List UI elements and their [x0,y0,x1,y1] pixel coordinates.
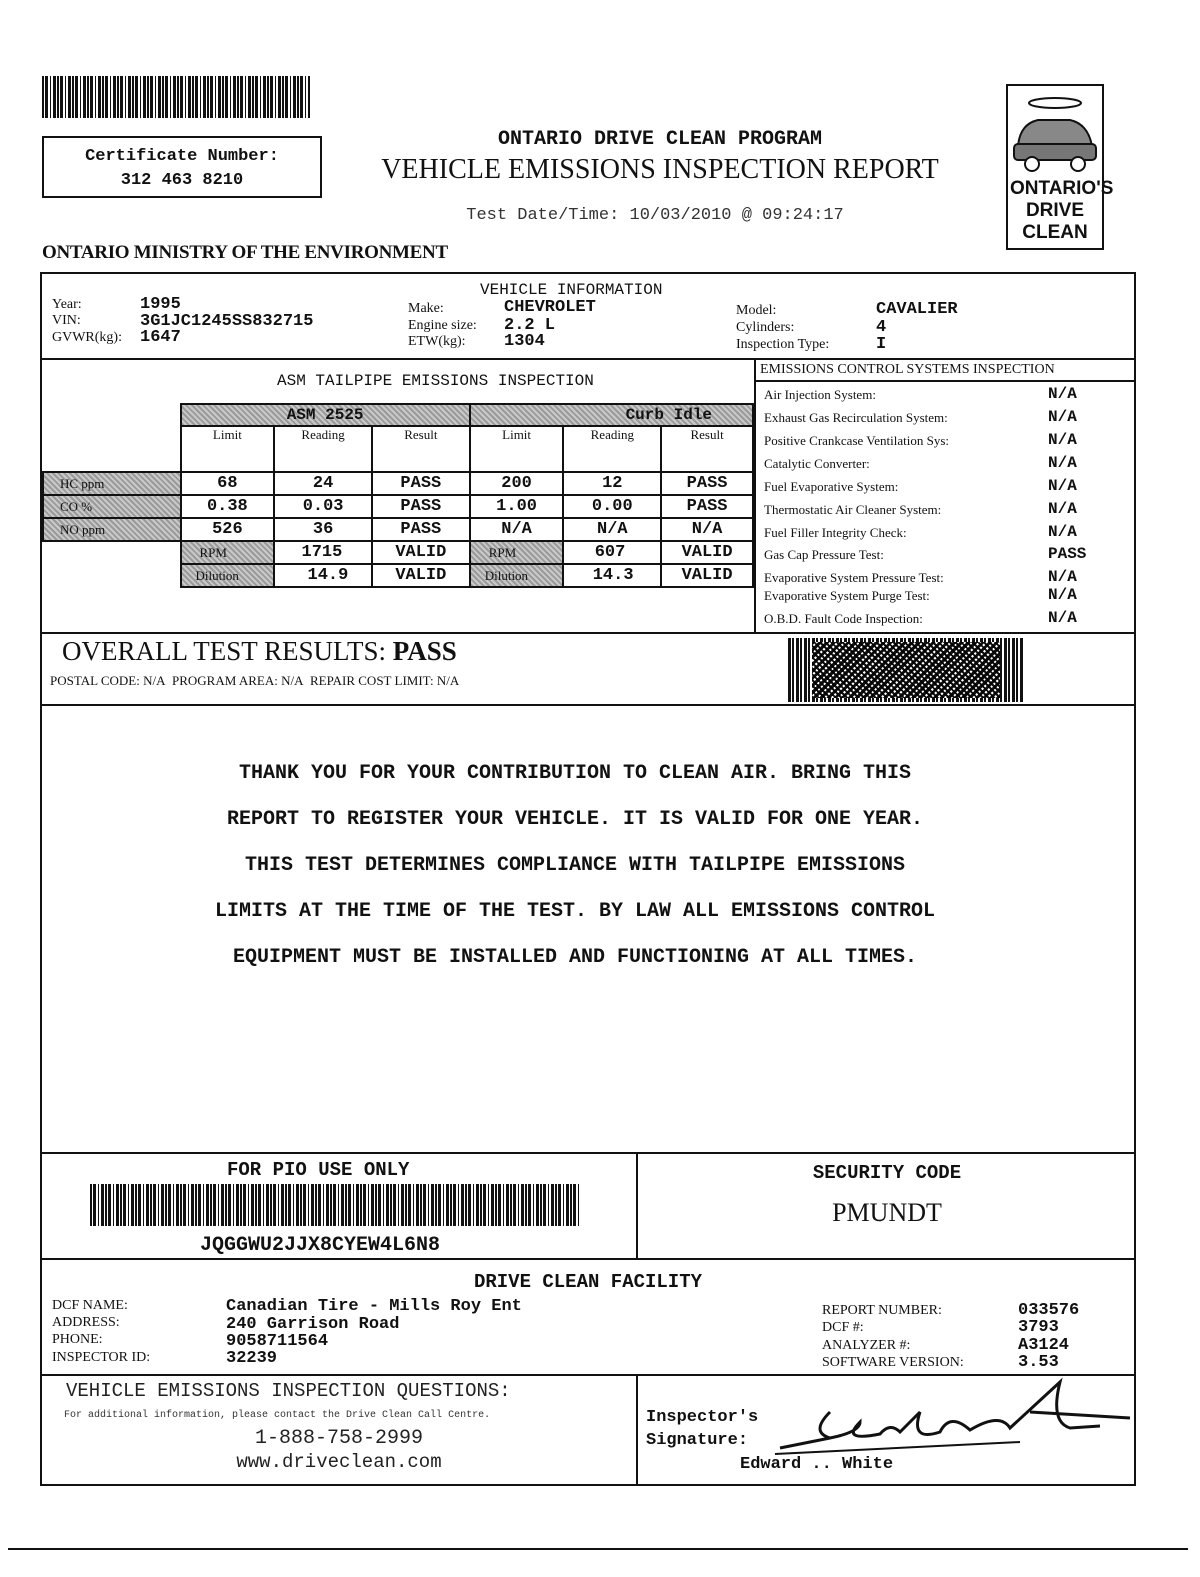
co-limit-2: 1.00 [470,495,564,518]
postal-value: N/A [143,673,166,688]
system-value: N/A [1048,500,1077,518]
system-label: Fuel Evaporative System: [764,479,899,494]
phone-label: PHONE: [52,1332,103,1347]
pio-barcode [90,1184,580,1226]
no-reading-1: 36 [274,518,372,541]
no-result-2: N/A [661,518,753,541]
certificate-label: Certificate Number: [85,147,279,166]
signature-label-2: Signature: [646,1431,749,1450]
overall-result: PASS [392,636,457,666]
2d-barcode [788,638,1024,702]
make-value: CHEVROLET [504,298,596,317]
report-number-value: 033576 [1018,1301,1080,1320]
hc-row [43,472,753,495]
systems-divider [754,358,756,634]
signature-label-1: Inspector's [646,1408,759,1427]
hc-limit-2: 200 [470,472,564,495]
engine-value: 2.2 L [504,316,556,335]
pio-title: FOR PIO USE ONLY [227,1159,410,1181]
system-value: N/A [1048,586,1077,604]
message-top-divider [42,704,1134,706]
system-value: N/A [1048,431,1077,449]
software-value: 3.53 [1018,1353,1059,1372]
year-label: Year: [52,297,82,312]
idle-limit-header: Limit [470,426,564,472]
overall-results [62,636,457,667]
questions-info: For additional information, please contact the Drive Clean Call Centre. [64,1410,491,1421]
questions-signature-divider [636,1374,638,1484]
etw-label: ETW(kg): [408,334,466,349]
security-code: PMUNDT [832,1198,942,1227]
system-label: O.B.D. Fault Code Inspection: [764,611,923,626]
engine-label: Engine size: [408,318,477,333]
model-value: CAVALIER [876,300,958,319]
address-label: ADDRESS: [52,1315,120,1330]
drive-clean-logo [1006,84,1114,250]
address-value: 240 Garrison Road [226,1315,400,1334]
etw-value: 1304 [504,332,545,351]
system-value: N/A [1048,454,1077,472]
inspector-name: Edward .. White [740,1455,894,1474]
idle-reading-header: Reading [563,426,661,472]
dcf-name-label: DCF NAME: [52,1298,128,1313]
message-line: THANK YOU FOR YOUR CONTRIBUTION TO CLEAN AIR. BRING THIS [238,762,912,785]
overall-label: OVERALL TEST RESULTS: [62,636,387,666]
questions-web: www.driveclean.com [236,1451,442,1473]
dcf-number-label: DCF #: [822,1320,864,1335]
inspector-id-value: 32239 [226,1349,278,1368]
security-title: SECURITY CODE [812,1162,962,1184]
system-value: N/A [1048,609,1077,627]
overall-details [50,673,459,689]
ministry-name: ONTARIO MINISTRY OF THE ENVIRONMENT [42,242,448,263]
pio-top-divider [42,1152,1134,1154]
repair-value: N/A [436,673,460,688]
message-line: REPORT TO REGISTER YOUR VEHICLE. IT IS VALID FOR ONE YEAR. [226,808,924,831]
report-title: VEHICLE EMISSIONS INSPECTION REPORT [381,154,939,185]
gvwr-value: 1647 [140,328,181,347]
no-row [43,518,753,541]
dcf-number-value: 3793 [1018,1318,1059,1337]
system-value: N/A [1048,523,1077,541]
system-label: Evaporative System Purge Test: [764,588,930,603]
hc-reading-1: 24 [274,472,372,495]
no-reading-2: N/A [563,518,661,541]
dcf-name-value: Canadian Tire - Mills Roy Ent [226,1297,522,1316]
systems-title-divider [754,380,1136,382]
system-label: Gas Cap Pressure Test: [764,547,884,562]
bottom-rule [8,1548,1188,1550]
system-label: Catalytic Converter: [764,456,870,471]
phone-value: 9058711564 [226,1332,329,1351]
rpm-row [43,541,753,564]
certificate-box [42,136,322,198]
postal-label: POSTAL CODE: [50,673,140,688]
no-limit-2: N/A [470,518,564,541]
system-value: N/A [1048,568,1077,586]
inspection-type-value: I [876,335,887,354]
analyzer-label: ANALYZER #: [822,1338,911,1353]
dilution-result-2: VALID [661,564,753,587]
test-datetime: Test Date/Time: 10/03/2010 @ 09:24:17 [466,206,844,225]
co-row [43,495,753,518]
make-label: Make: [408,301,444,316]
asm-table [42,403,754,588]
no-limit-1: 526 [181,518,275,541]
system-label: Thermostatic Air Cleaner System: [764,502,942,517]
area-value: N/A [281,673,304,688]
cylinders-value: 4 [876,318,887,337]
repair-label: REPAIR COST LIMIT: [309,673,434,688]
pio-code: JQGGWU2JJX8CYEW4L6N8 [200,1234,441,1257]
co-reading-2: 0.00 [563,495,661,518]
asm-limit-header: Limit [181,426,275,472]
no-label: NO ppm [43,518,181,541]
no-result-1: PASS [372,518,470,541]
car-icon [1008,86,1102,186]
asm-result-header: Result [372,426,470,472]
analyzer-value: A3124 [1018,1336,1070,1355]
questions-phone: 1-888-758-2999 [254,1427,424,1450]
system-label: Evaporative System Pressure Test: [764,570,944,585]
asm-title: ASM TAILPIPE EMISSIONS INSPECTION [277,372,594,390]
co-result-2: PASS [661,495,753,518]
inspection-type-label: Inspection Type: [736,337,830,352]
top-barcode [42,76,310,118]
co-limit-1: 0.38 [181,495,275,518]
hc-limit-1: 68 [181,472,275,495]
year-value: 1995 [140,295,181,314]
asm2525-header: ASM 2525 [181,404,470,426]
dilution-row [43,564,753,587]
rpm-result-2: VALID [661,541,753,564]
message-line: LIMITS AT THE TIME OF THE TEST. BY LAW ALL EMISSIONS CONTROL [214,900,936,923]
hc-reading-2: 12 [563,472,661,495]
system-value: PASS [1048,545,1087,563]
model-label: Model: [736,303,777,318]
system-value: N/A [1048,477,1077,495]
co-reading-1: 0.03 [274,495,372,518]
message-line: THIS TEST DETERMINES COMPLIANCE WITH TAILPIPE EMISSIONS [244,854,906,877]
gvwr-label: GVWR(kg): [52,330,122,345]
certificate-number: 312 463 8210 [120,171,244,190]
area-label: PROGRAM AREA: [172,673,278,688]
vin-value: 3G1JC1245SS832715 [140,312,314,331]
questions-title: VEHICLE EMISSIONS INSPECTION QUESTIONS: [66,1380,511,1402]
vehicle-divider [42,358,1134,360]
message-line: EQUIPMENT MUST BE INSTALLED AND FUNCTIONING AT ALL TIMES. [232,946,918,969]
inspector-id-label: INSPECTOR ID: [52,1350,151,1365]
system-value: N/A [1048,408,1077,426]
dilution-value-1: 14.9 [307,566,349,585]
co-label: CO % [43,495,181,518]
system-label: Exhaust Gas Recirculation System: [764,410,948,425]
dilution-result-1: VALID [372,564,470,587]
co-result-1: PASS [372,495,470,518]
systems-title: EMISSIONS CONTROL SYSTEMS INSPECTION [760,362,1055,377]
cylinders-label: Cylinders: [736,320,795,335]
asm-reading-header: Reading [274,426,372,472]
rpm-label-1: RPM [199,545,227,560]
rpm-value-1: 1715 [301,543,343,562]
system-label: Positive Crankcase Ventilation Sys: [764,433,949,448]
dilution-label-2: Dilution [484,568,529,583]
facility-top-divider [42,1258,1134,1260]
logo-text: ONTARIO'S DRIVE CLEAN [1010,178,1114,243]
pio-security-divider [636,1152,638,1260]
dilution-value-2: 14.3 [592,566,634,585]
hc-result-1: PASS [372,472,470,495]
system-label: Air Injection System: [764,387,876,402]
hc-result-2: PASS [661,472,753,495]
hc-label: HC ppm [43,472,181,495]
rpm-value-2: 607 [594,543,626,562]
vin-label: VIN: [52,313,81,328]
vehicle-info-title: VEHICLE INFORMATION [480,281,663,299]
report-number-label: REPORT NUMBER: [822,1303,942,1318]
results-divider [42,632,1134,634]
system-label: Fuel Filler Integrity Check: [764,525,907,540]
idle-result-header: Result [661,426,753,472]
system-value: N/A [1048,385,1077,403]
curb-idle-header: Curb Idle [470,404,753,426]
program-title: ONTARIO DRIVE CLEAN PROGRAM [497,128,823,151]
software-label: SOFTWARE VERSION: [822,1355,964,1370]
rpm-label-2: RPM [488,545,517,560]
dilution-label-1: Dilution [195,568,239,583]
rpm-result-1: VALID [372,541,470,564]
facility-title: DRIVE CLEAN FACILITY [473,1271,703,1293]
